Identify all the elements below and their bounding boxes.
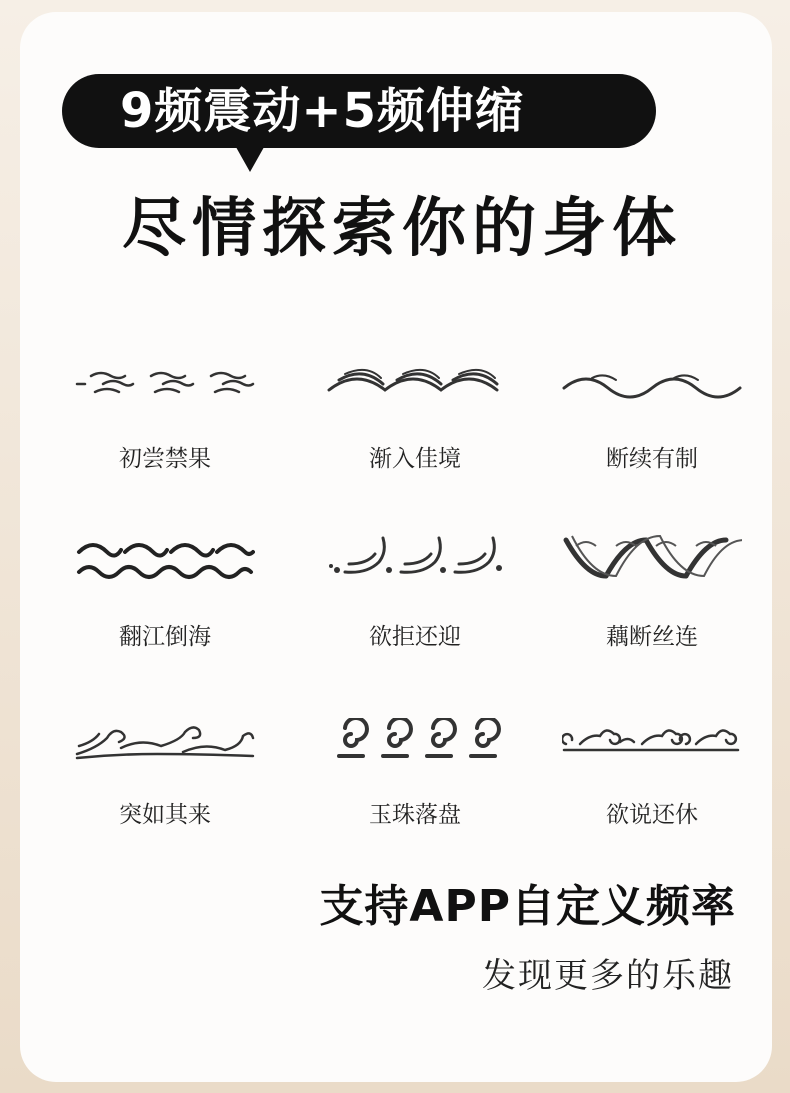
footer-subtitle: 发现更多的乐趣 [482, 956, 734, 996]
mode-item [65, 718, 265, 829]
mode-label: 突如其来 [119, 802, 211, 828]
mode-item [65, 532, 265, 651]
mode-label: 断续有制 [606, 446, 698, 472]
page-headline: 尽情探索你的身体 [122, 192, 682, 266]
mode-label: 玉珠落盘 [369, 802, 461, 828]
mode-item [552, 532, 752, 651]
twisted-rope-icon [562, 532, 742, 584]
mode-label: 初尝禁果 [119, 446, 211, 472]
surging-waves-icon [75, 532, 255, 584]
banner-pointer [232, 140, 268, 172]
mode-item [315, 532, 515, 651]
mode-item [65, 362, 265, 473]
mode-label: 欲拒还迎 [369, 624, 461, 650]
spiral-icon [325, 718, 505, 762]
rolling-waves-icon [325, 362, 505, 406]
footer-title: 支持APP自定义频率 [319, 881, 736, 932]
mode-item [315, 362, 515, 473]
mode-item [315, 718, 515, 829]
mode-item [552, 718, 752, 829]
mode-label: 藕断丝连 [606, 624, 698, 650]
mode-label: 欲说还休 [606, 802, 698, 828]
mode-label: 翻江倒海 [119, 624, 211, 650]
intermittent-wave-icon [562, 362, 742, 406]
curl-wave-icon [75, 718, 255, 762]
mode-label: 渐入佳境 [369, 446, 461, 472]
crashing-wave-icon [325, 532, 505, 584]
banner-text: 9频震动+5频伸缩 [120, 83, 525, 139]
mode-item [552, 362, 752, 473]
ripple-lines-icon [75, 362, 255, 406]
cloud-scroll-icon [562, 718, 742, 762]
